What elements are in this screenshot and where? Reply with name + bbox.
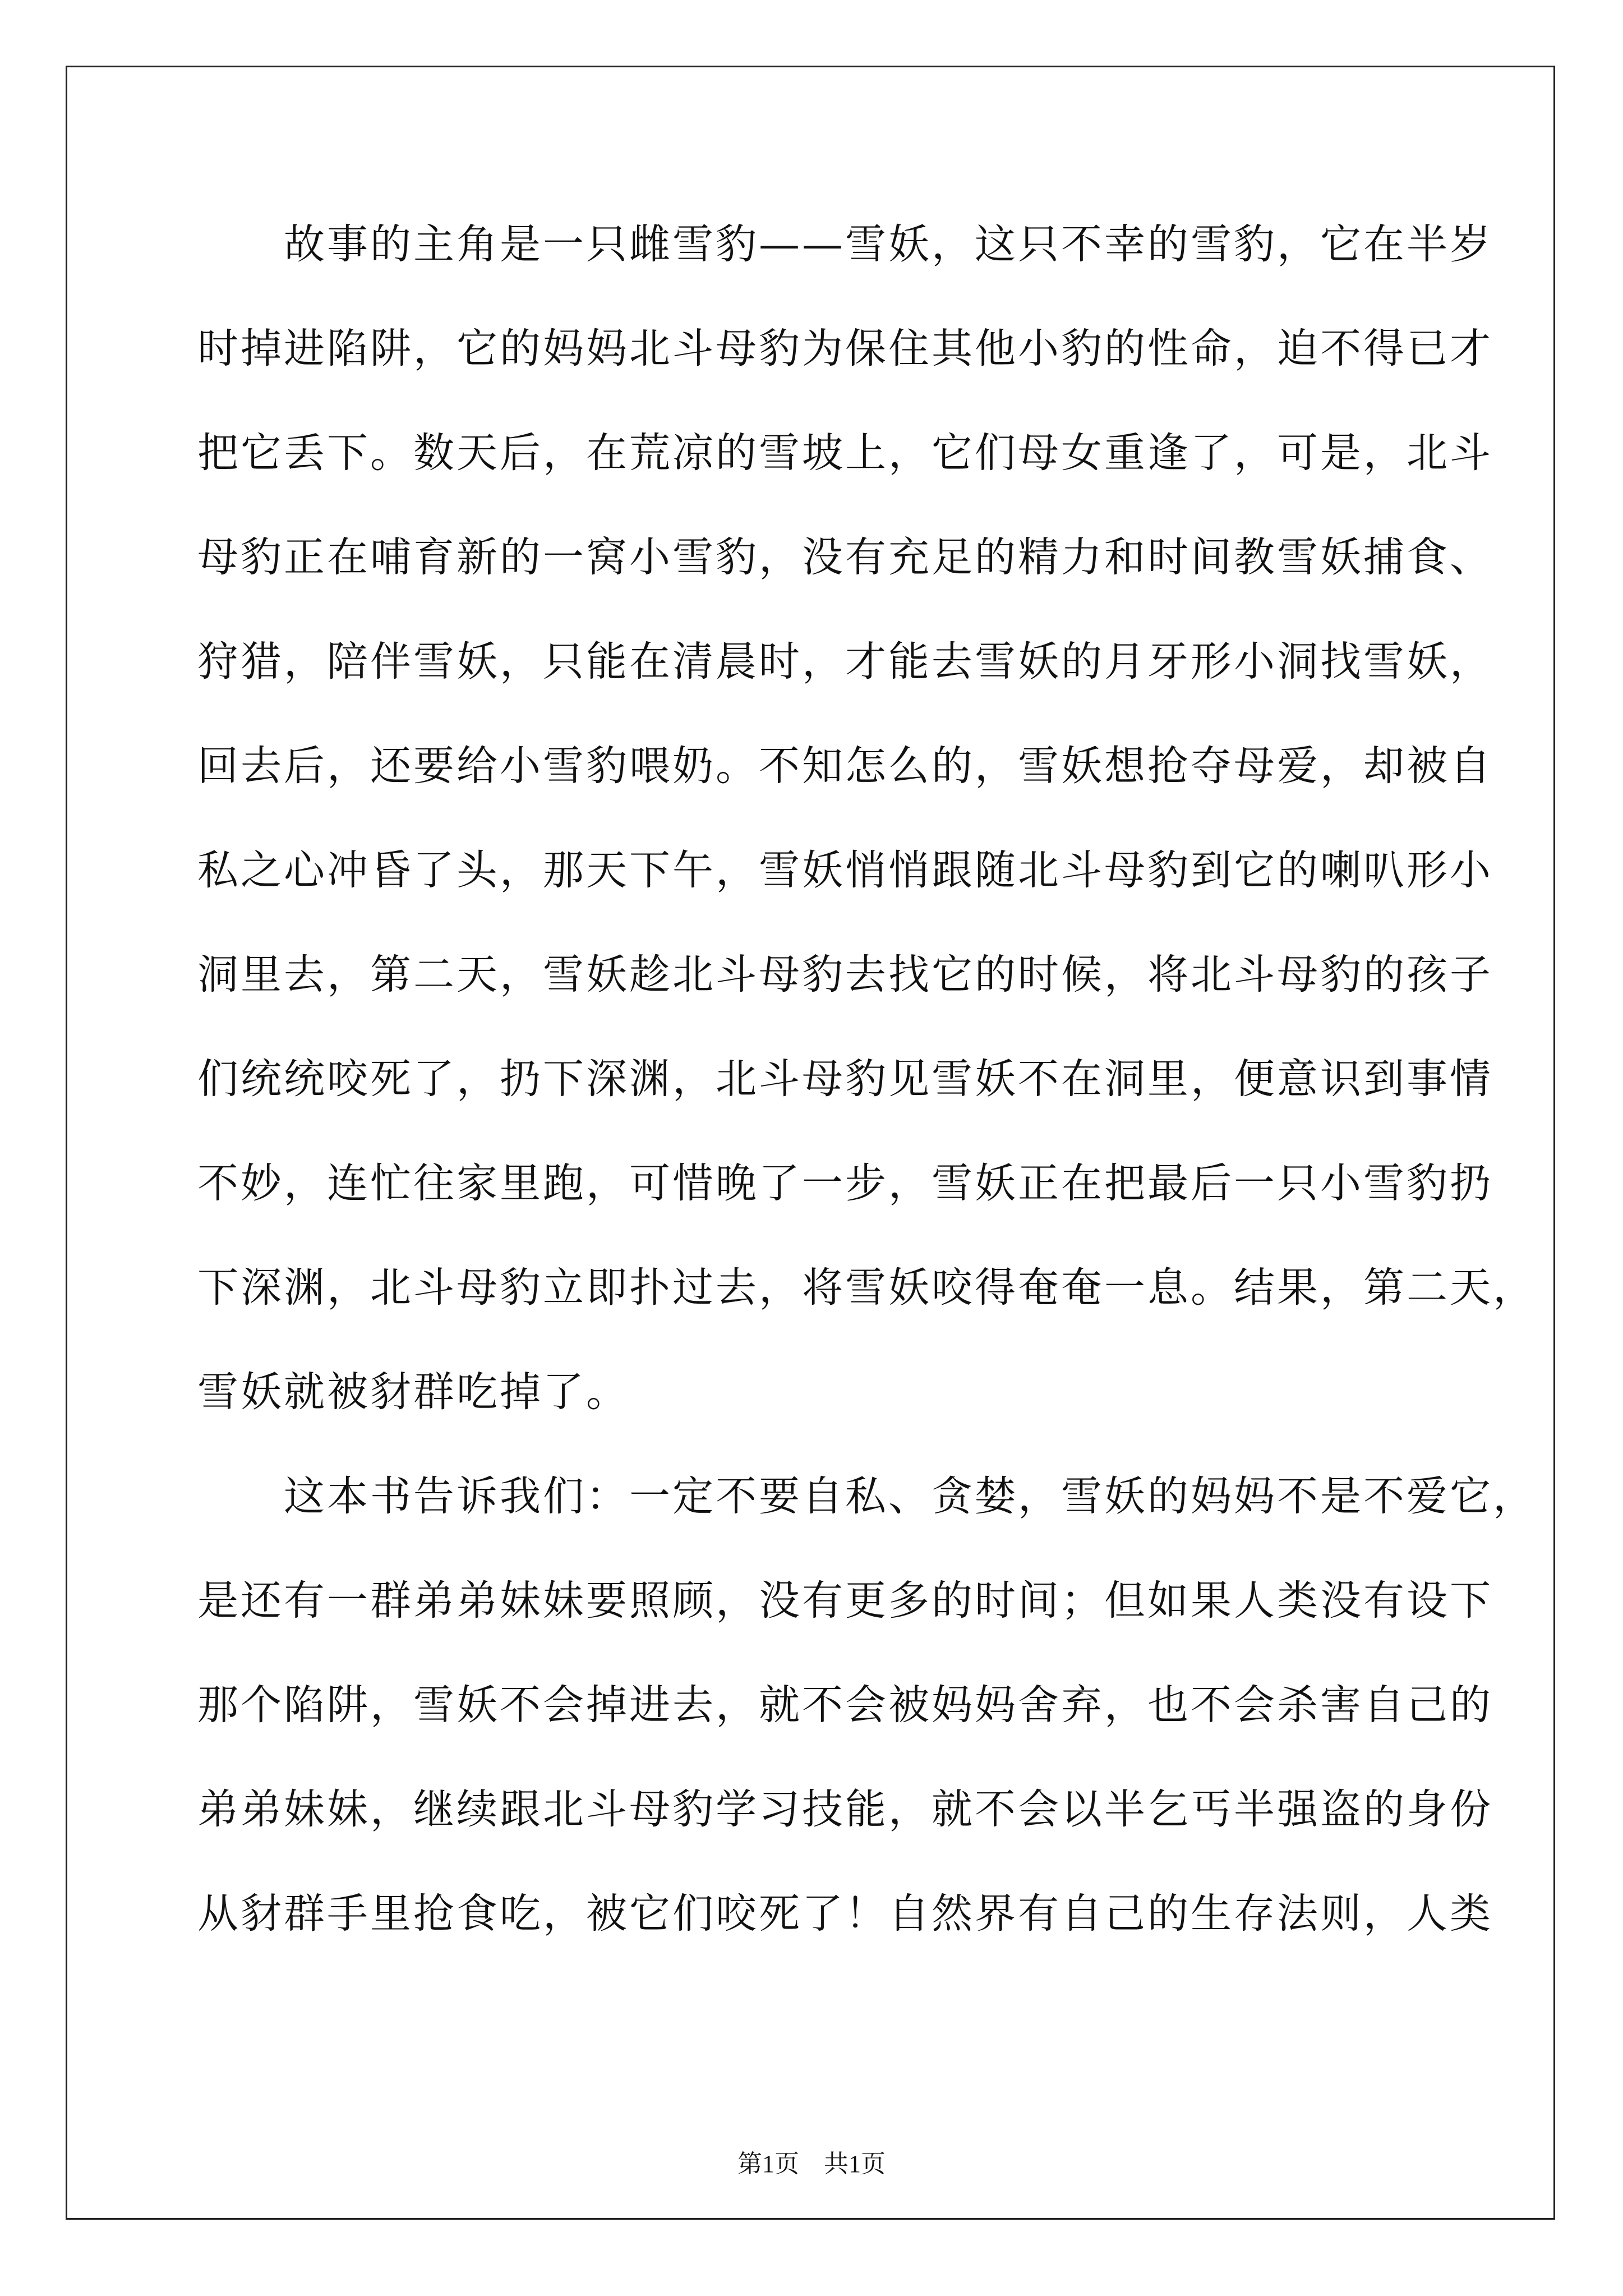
text-line: 洞里去，第二天，雪妖趁北斗母豹去找它的时候，将北斗母豹的孩子 [197, 951, 1493, 999]
text-line: 狩猎，陪伴雪妖，只能在清晨时，才能去雪妖的月牙形小洞找雪妖， [197, 638, 1493, 685]
text-line: 是还有一群弟弟妹妹要照顾，没有更多的时间；但如果人类没有设下 [197, 1577, 1493, 1625]
text-line: 弟弟妹妹，继续跟北斗母豹学习技能，就不会以半乞丐半强盗的身份 [197, 1786, 1493, 1833]
text-line: 们统统咬死了，扔下深渊，北斗母豹见雪妖不在洞里，便意识到事情 [197, 1055, 1493, 1103]
text-line: 把它丢下。数天后，在荒凉的雪坡上，它们母女重逢了，可是，北斗 [197, 429, 1493, 477]
text-line: 那个陷阱，雪妖不会掉进去，就不会被妈妈舍弃，也不会杀害自己的 [197, 1681, 1493, 1729]
text-line: 回去后，还要给小雪豹喂奶。不知怎么的，雪妖想抢夺母爱，却被自 [197, 742, 1493, 790]
text-line: 不妙，连忙往家里跑，可惜晚了一步，雪妖正在把最后一只小雪豹扔 [197, 1159, 1493, 1207]
text-line: 这本书告诉我们：一定不要自私、贪婪，雪妖的妈妈不是不爱它， [197, 1473, 1536, 1520]
page-number-footer: 第1页 共1页 [737, 2150, 886, 2178]
text-line: 母豹正在哺育新的一窝小雪豹，没有充足的精力和时间教雪妖捕食、 [197, 533, 1493, 581]
text-line: 雪妖就被豺群吃掉了。 [197, 1368, 629, 1416]
text-line: 私之心冲昏了头，那天下午，雪妖悄悄跟随北斗母豹到它的喇叭形小 [197, 846, 1493, 894]
text-line: 时掉进陷阱，它的妈妈北斗母豹为保住其他小豹的性命，迫不得已才 [197, 325, 1493, 372]
text-line: 下深渊，北斗母豹立即扑过去，将雪妖咬得奄奄一息。结果，第二天， [197, 1264, 1536, 1312]
text-line: 故事的主角是一只雌雪豹——雪妖，这只不幸的雪豹，它在半岁 [197, 220, 1493, 268]
text-line: 从豺群手里抢食吃，被它们咬死了！自然界有自己的生存法则，人类 [197, 1890, 1493, 1938]
